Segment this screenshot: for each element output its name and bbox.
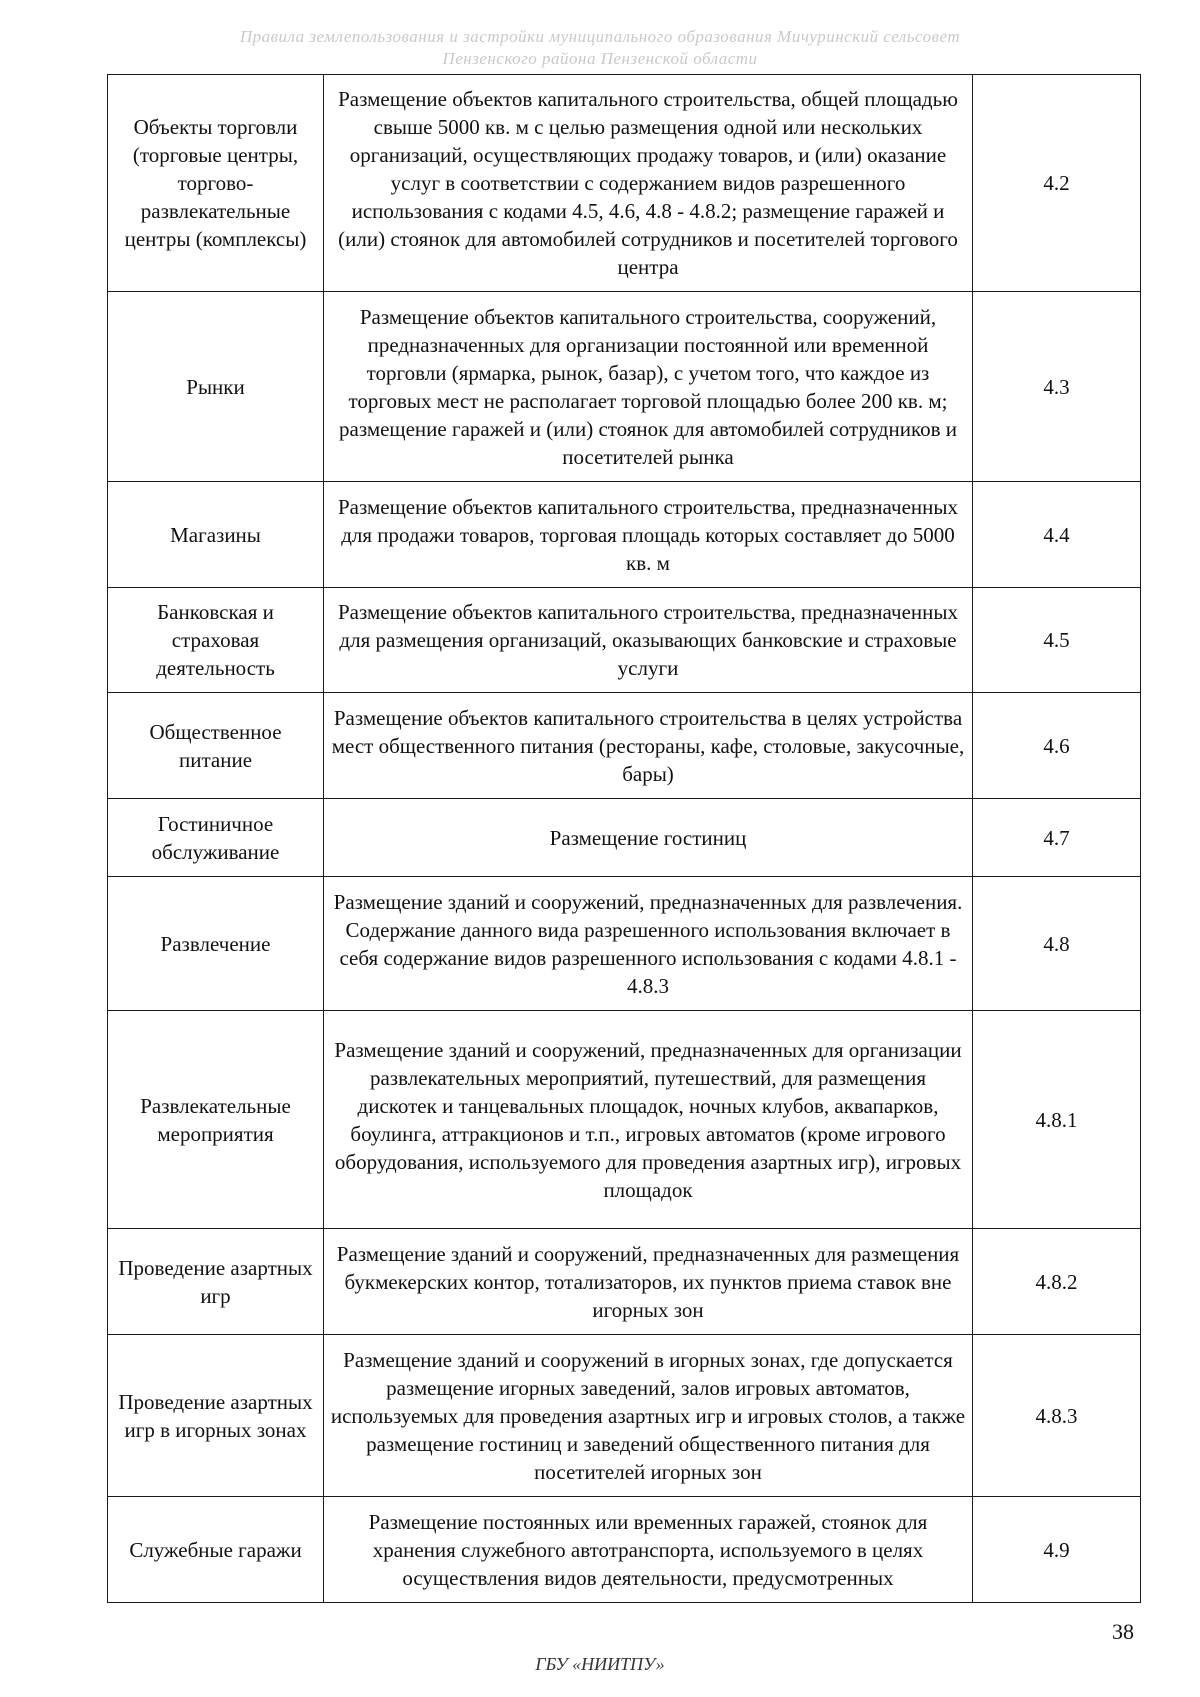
use-description-cell: Размещение объектов капитального строительства, общей площадью свыше 5000 кв. м с целью размещения одной или нескольких организаций, осуществляющих продажу товаров, и (или) оказание услуг в соответствии с содержанием видов разрешенного использования с кодами 4.5, 4.6, 4.8 - 4.8.2; размещение гаражей и (или) стоянок для автомобилей сотрудников и посетителей торгового центра [324,75,973,292]
use-code-cell: 4.3 [973,292,1141,482]
use-name-cell: Проведение азартных игр в игорных зонах [108,1335,324,1497]
table-row [108,799,1141,877]
table-row [108,1335,1141,1497]
use-name-cell: Развлекательные мероприятия [108,1011,324,1229]
use-code-cell: 4.8.1 [973,1011,1141,1229]
table-row [108,1497,1141,1603]
table-row [108,75,1141,292]
page-number: 38 [1112,1619,1134,1644]
table-row [108,1229,1141,1335]
table-row [108,877,1141,1011]
running-header [150,26,1050,70]
use-code-cell: 4.4 [973,482,1141,588]
table-row [108,693,1141,799]
use-name-cell: Магазины [108,482,324,588]
use-code-cell: 4.8.3 [973,1335,1141,1497]
running-header-line2: Пензенского района Пензенской области [442,49,758,68]
use-code-cell: 4.8 [973,877,1141,1011]
use-description-cell: Размещение постоянных или временных гаражей, стоянок для хранения служебного автотранспорта, используемого в целях осуществления видов деятельности, предусмотренных [324,1497,973,1603]
use-description-cell: Размещение зданий и сооружений, предназначенных для размещения букмекерских контор, тотализаторов, их пунктов приема ставок вне игорных зон [324,1229,973,1335]
footer-org-name: ГБУ «НИИТПУ» [535,1654,665,1674]
land-use-table [107,74,1141,1603]
use-name-cell: Общественное питание [108,693,324,799]
use-description-cell: Размещение объектов капитального строительства, предназначенных для продажи товаров, торговая площадь которых составляет до 5000 кв. м [324,482,973,588]
use-name-cell: Гостиничное обслуживание [108,799,324,877]
use-description-cell: Размещение зданий и сооружений в игорных зонах, где допускается размещение игорных заведений, залов игровых автоматов, используемых для проведения азартных игр и игровых столов, а также размещение гостиниц и заведений общественного питания для посетителей игорных зон [324,1335,973,1497]
use-code-cell: 4.7 [973,799,1141,877]
use-description-cell: Размещение объектов капитального строительства, сооружений, предназначенных для организации постоянной или временной торговли (ярмарка, рынок, базар), с учетом того, что каждое из торговых мест не располагает торговой площадью более 200 кв. м; размещение гаражей и (или) стоянок для автомобилей сотрудников и посетителей рынка [324,292,973,482]
use-code-cell: 4.9 [973,1497,1141,1603]
use-description-cell: Размещение объектов капитального строительства, предназначенных для размещения организаций, оказывающих банковские и страховые услуги [324,588,973,693]
use-description-cell: Размещение зданий и сооружений, предназначенных для развлечения. Содержание данного вида разрешенного использования включает в себя содержание видов разрешенного использования с кодами 4.8.1 - 4.8.3 [324,877,973,1011]
use-name-cell: Рынки [108,292,324,482]
running-header-line1: Правила землепользования и застройки муниципального образования Мичуринский сельсовет [239,27,961,46]
table-row [108,482,1141,588]
use-description-cell: Размещение объектов капитального строительства в целях устройства мест общественного питания (рестораны, кафе, столовые, закусочные, бары) [324,693,973,799]
table-row [108,588,1141,693]
use-code-cell: 4.8.2 [973,1229,1141,1335]
table-row [108,292,1141,482]
use-code-cell: 4.2 [973,75,1141,292]
use-name-cell: Объекты торговли (торговые центры, торгово-развлекательные центры (комплексы) [108,75,324,292]
use-description-cell: Размещение гостиниц [324,799,973,877]
table-row [108,1011,1141,1229]
use-name-cell: Банковская и страховая деятельность [108,588,324,693]
use-code-cell: 4.6 [973,693,1141,799]
use-name-cell: Проведение азартных игр [108,1229,324,1335]
use-code-cell: 4.5 [973,588,1141,693]
use-name-cell: Служебные гаражи [108,1497,324,1603]
use-description-cell: Размещение зданий и сооружений, предназначенных для организации развлекательных мероприятий, путешествий, для размещения дискотек и танцевальных площадок, ночных клубов, аквапарков, боулинга, аттракционов и т.п., игровых автоматов (кроме игрового оборудования, используемого для проведения азартных игр), игровых площадок [324,1011,973,1229]
use-name-cell: Развлечение [108,877,324,1011]
